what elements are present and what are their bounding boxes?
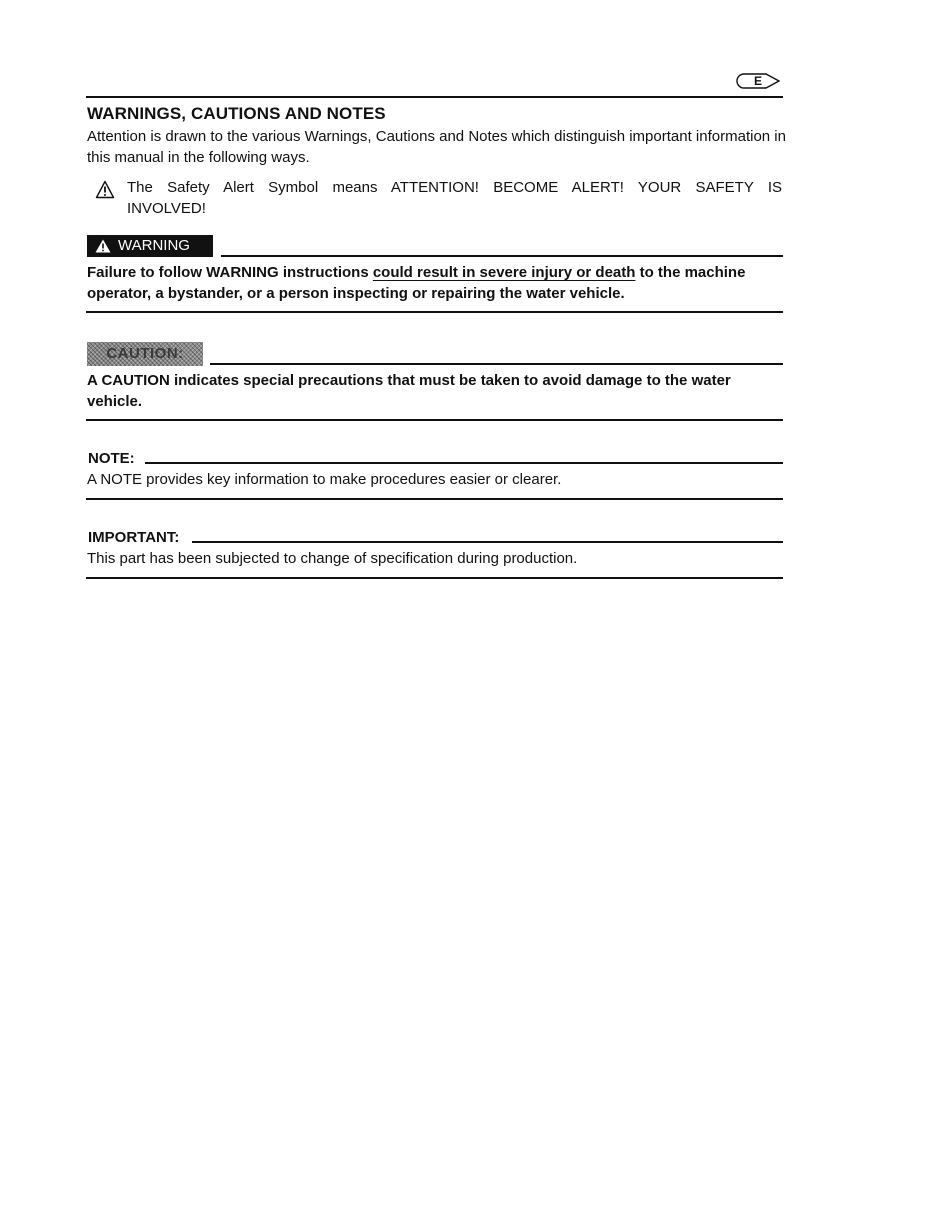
important-header-rule — [192, 541, 783, 543]
section-intro: Attention is drawn to the various Warnings, Cautions and Notes which distinguish important information in this manual in the following ways. — [87, 128, 786, 166]
caution-badge: CAUTION: — [87, 342, 203, 366]
warning-triangle-icon — [95, 239, 111, 253]
note-footer-rule — [86, 498, 783, 500]
language-badge — [736, 73, 780, 89]
warning-header-rule — [221, 255, 783, 257]
caution-footer-rule — [86, 419, 783, 421]
caution-text: A CAUTION indicates special precautions that must be taken to avoid damage to the water vehicle. — [87, 372, 731, 410]
header-rule — [86, 96, 783, 98]
warning-label: WARNING — [118, 237, 190, 254]
safety-alert-text: The Safety Alert Symbol means ATTENTION! BECOME ALERT! YOUR SAFETY IS INVOLVED! — [127, 179, 782, 217]
note-label: NOTE: — [88, 450, 135, 467]
warning-footer-rule — [86, 311, 783, 313]
note-text: A NOTE provides key information to make procedures easier or clearer. — [87, 471, 562, 488]
warning-badge — [87, 235, 213, 257]
warning-text-underlined: could result in severe injury or death — [372, 264, 636, 281]
important-footer-rule — [86, 577, 783, 579]
note-header-rule — [145, 462, 783, 464]
safety-alert-triangle-icon — [95, 180, 115, 200]
important-label: IMPORTANT: — [88, 529, 180, 546]
important-text: This part has been subjected to change of specification during production. — [87, 550, 578, 567]
language-code: E — [753, 74, 762, 88]
section-title: WARNINGS, CAUTIONS AND NOTES — [87, 104, 386, 123]
warning-text-part2: to the machine operator, a bystander, or a person inspecting or repairing the water vehicle. — [87, 264, 746, 302]
caution-header-rule — [210, 363, 783, 365]
warning-text — [87, 262, 787, 304]
warning-text-part1: Failure to follow WARNING instructions — [87, 264, 373, 281]
